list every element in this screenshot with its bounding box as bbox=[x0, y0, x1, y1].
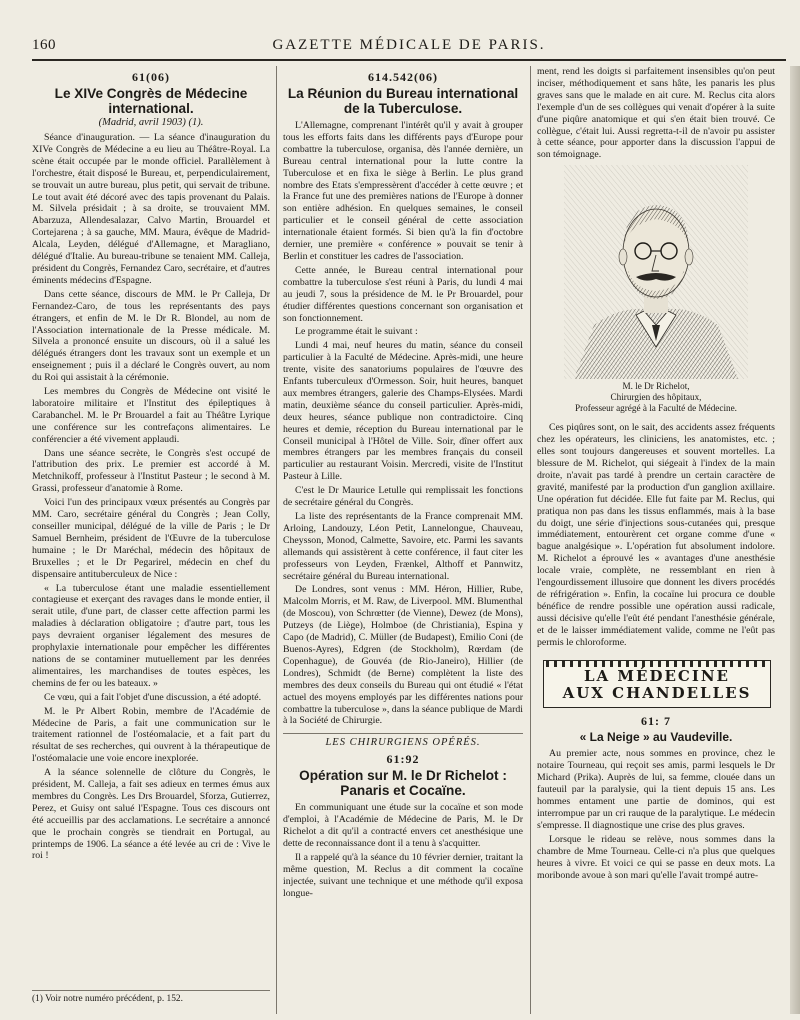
paragraph: Lundi 4 mai, neuf heures du matin, séance du conseil particulier à la Faculté de Médecine. Après-midi, une heure trente, visite des sanatoriums populaires de l'œuvre des Enfants tuberculeux d'Ormesson. Soir, huit heures, banquet aux membres étrangers, galerie des Champs-Elysées. Mardi matin, deuxième séance du conseil particulier. Après-midi, deux heures, séance publique non contradictoire. Cinq heures et demie, réception du Bureau international par le Conseil municipal à l'Hôtel de Ville. Soir, dîner offert aux membres étrangers par les membres français du conseil particulier au restaurant Voisin. Mercredi, visite de l'Institut Pasteur à Lille. bbox=[283, 340, 523, 483]
article-classification: 61: 7 bbox=[641, 714, 671, 729]
page-header bbox=[32, 33, 786, 61]
article-title: La Réunion du Bureau international de la Tuberculose. bbox=[287, 86, 519, 116]
paragraph: Ce vœu, qui a fait l'objet d'une discussion, a été adopté. bbox=[44, 691, 262, 703]
portrait-engraving bbox=[564, 165, 748, 379]
column-rule bbox=[530, 66, 531, 1014]
paragraph: Au premier acte, nous sommes en province, chez le notaire Tourneau, qui reçoit ses amis, parmi lesquels le Dr Michard (Prika). Auprès de lui, sa femme, clouée dans un fauteuil par la paralysie, qui la tient depuis 15 ans. Les hommes entament une partie de dominos, qui est interrompue par un cri rauque de la paralytique. Le médecin s'empresse. Il diagnostique une crise des plus graves. bbox=[537, 748, 775, 831]
page-number: 160 bbox=[32, 37, 56, 53]
article-classification: 61:92 bbox=[386, 752, 420, 767]
article-subtitle: (Madrid, avril 1903) (1). bbox=[98, 117, 204, 128]
paragraph: L'Allemagne, comprenant l'intérêt qu'il y avait à grouper tous les efforts faits dans les différents pays d'Europe pour combattre la tuberculose, organisa, dès l'année dernière, un Bureau central international pour la lutte contre la Tuberculose et en fixa le siège à Berlin. Le plus grand nombre des Etats s'empressèrent d'accéder à cette œuvre ; et la France fut une des premières nations de l'Europe à donner son entière adhésion. En quelques semaines, le conseil particulier et le conseil général de cette association internationale étaient formés. Si bien qu'à la fin d'octobre dernier, une première « conférence » pouvait se tenir à Berlin et constituer les cadres de l'association. bbox=[283, 120, 523, 262]
section-heading: LES CHIRURGIENS OPÉRÉS. bbox=[283, 733, 523, 748]
article-title: Le XIVe Congrès de Médecine international. bbox=[54, 86, 248, 116]
paragraph: Cette année, le Bureau central international pour combattre la tuberculose s'est réuni à Paris, du lundi 4 mai au jeudi 7, sous la présidence de M. le Pr Brouardel, pour étudier différentes questions concernant son organisation et son fonctionnement. bbox=[283, 264, 523, 324]
article-title: « La Neige » au Vaudeville. bbox=[579, 730, 733, 745]
paragraph: Séance d'inauguration. — La séance d'inauguration du XIVe Congrès de Médecine a eu lieu au Théâtre-Royal. La scène était occupée par le monde officiel. Parallèlement à l'orchestre, était disposé le Bureau, et, perpendiculairement, se trouvait un autre bureau, plus petit, qui servait de tribune. Le tout avait été décoré avec des tapis provenant du Palais. M. Silvela présidait ; à sa droite, se trouvaient MM. Abarzuza, Allendesalazar, Calvo Martin, Brouardel et Cortejarena ; à sa gauche, MM. Maura, évêque de Madrid-Alcala, Leyden, délégué d'Allemagne, et Maragliano, délégué d'Italie. Au bureau-tribune se tenaient MM. Calleja, président du Congrès, Fernandez Caro, secrétaire, et d'autres éminents médecins d'Espagne. bbox=[32, 132, 270, 286]
article-classification: 61(06) bbox=[132, 70, 170, 84]
paragraph: Le programme était le suivant : bbox=[295, 326, 418, 338]
paragraph: ment, rend les doigts si parfaitement insensibles qu'on peut inciser, méthodiquement et sans hâte, les panaris les plus graves sans que le malade en ait cure. M. Reclus cita alors l'exemple d'un de ses collègues qui venait d'opérer à la suite d'une piqûre anatomique et qui s'en était bien trouvé. Ce collègue, c'était lui. Aussi regretta-t-il de n'avoir pu assister à cette séance, pour apporter dans la discussion l'appui de son témoignage. bbox=[537, 66, 775, 161]
paragraph: C'est le Dr Maurice Letulle qui remplissait les fonctions de secrétaire général du Congrès. bbox=[283, 485, 523, 509]
portrait-caption: M. le Dr Richelot, Chirurgien des hôpitaux, Professeur agrégé à la Faculté de Médecine. bbox=[575, 381, 737, 414]
section-banner bbox=[543, 660, 771, 708]
paragraph: A la séance solennelle de clôture du Congrès, le président, M. Calleja, a fait ses adieux en termes émus aux membres du Congrès. Les Drs Brouardel, Sforza, Gutierrez, Perez, et Guisy ont salué l'Espagne. Tous ces discours ont été accueillis par des acclamations. Le secrétaire a annoncé que le prochain congrès se tiendrait en Portugal, au printemps de 1906. La séance a été levée au cri de : Vive le roi ! bbox=[32, 767, 270, 862]
article-title: Opération sur M. le Dr Richelot : Panaris et Cocaïne. bbox=[299, 768, 507, 799]
paragraph: Les membres du Congrès de Médecine ont visité le laboratoire militaire et l'Institut des épileptiques à Carabanchel. M. le Pr Brouardel a fait au Théâtre Lyrique une conférence sur les contrefaçons alimentaires. Le conférencier a été vivement applaudi. bbox=[32, 386, 270, 445]
column-rule bbox=[276, 66, 277, 1014]
paragraph: Ces piqûres sont, on le sait, des accidents assez fréquents chez les opérateurs, les cliniciens, les anatomistes, etc. ; elles sont toujours dangereuses et souvent mortelles. La blessure de M. Richelot, qui siégeait à l'index de la main droite, n'avait pas tardé à prendre un certain caractère de gravité, manifesté par la production d'un ganglion axillaire. Une opération fut décidée. Elle fut faite par M. Reclus, qui pratiqua non pas dans les tissus enflammés, mais à la base du doigt, une série d'injections sous-cutanées qui, presque immédiatement, entourèrent cet organe comme d'une « bague analgésique ». L'opération fut absolument indolore. M. Richelot a éprouvé les « avantages d'une anesthésie locale vraie, complète, ne ressemblant en rien à l'engourdissement illusoire que donnent les divers procédés de réfrigération ». Enfin, la cocaïne lui procura ce double bénéfice de rendre possible une opération aussi radicale, aussi décisive qu'elle l'eût été pendant l'anesthésie générale, et de le laisser immédiatement valide, comme ne l'eût pas permis le chloroforme. bbox=[537, 422, 775, 648]
paragraph: De Londres, sont venus : MM. Héron, Hillier, Rube, Malcolm Morris, et M. Raw, de Liverpool. MM. Blumenthal (de Moscou), von Schrœtter (de Vienne), Dewez (de Mons), Putzeys (de Liège), Holmboe (de Christiania), Espina y Capo (de Madrid), C. Müller (de Budapest), Emilio Coni (de Buenos-Ayres), Edgren (de Stockholm), Rœrdam (de Copenhague), de Gouvéa (de Rio-Janeiro), Hillier (de Londres), Schmidt (de Berne) complètent la liste des membres des deux conseils du Bureau qui ont étudié « l'état actuel des moyens employés par les différentes nations pour combattre la tuberculose », dans la séance publique de Mardi à la Société de Chirurgie. bbox=[283, 584, 523, 727]
page-edge bbox=[790, 66, 800, 1014]
column-3 bbox=[537, 66, 775, 1014]
paragraph: Il a rappelé qu'à la séance du 10 février dernier, traitant la même question, M. Reclus a dit comment la cocaïne injectée, suivant une technique et une méthode qu'il exposa longue- bbox=[283, 851, 523, 899]
paragraph: Dans cette séance, discours de MM. le Pr Calleja, Dr Fernandez-Caro, de tous les représentants des pays étrangers, et enfin de M. le Dr R. Blondel, au nom de l'Association internationale de la Presse médicale. M. Silvela a prononcé ensuite un discours, où il a salué les délégués étrangers dont les travaux sont un exemple et un enseignement ; puis il a déclaré le Congrès ouvert, au nom du Roi qui assistait à la cérémonie. bbox=[32, 288, 270, 384]
paragraph: La liste des représentants de la France comprenait MM. Arloing, Landouzy, Léon Petit, Lannelongue, Chauveau, Cheysson, Monod, Calmette, Savoire, etc. Parmi les savants allemands qui assistèrent à cette conférence, il faut citer les professeurs von Leyden, Frænkel, Althoff et Pannwitz, secrétaire général du Bureau international. bbox=[283, 511, 523, 582]
paragraph: Dans une séance secrète, le Congrès s'est occupé de l'attribution des prix. Le premier est accordé à M. Metchnikoff, professeur à l'Institut Pasteur ; le second à M. Grassi, professeur d'anatomie à Rome. bbox=[32, 447, 270, 495]
article-classification: 614.542(06) bbox=[368, 70, 438, 84]
column-1 bbox=[32, 66, 270, 1014]
banner-title: LA MÉDECINE AUX CHANDELLES bbox=[562, 667, 752, 703]
paragraph: En communiquant une étude sur la cocaïne et son mode d'emploi, à l'Académie de Médecine de Paris, M. le Dr Richelot a dit qu'il a contracté envers cet anesthésique une dette de reconnaissance dont il a tenu à s'acquitter. bbox=[283, 802, 523, 850]
column-2 bbox=[283, 66, 523, 1014]
paragraph: Voici l'un des principaux vœux présentés au Congrès par MM. Caro, secrétaire général du Congrès ; Jean Colly, conseiller municipal, délégué de la ville de Paris ; le Dr Samuel Bernheim, président de l'Œuvre de la tuberculose humaine ; le Dr Maréchal, médecin des hôpitaux de Bruxelles ; et le Dr Pegarirel, médecin en chef du dispensaire antituberculeux de Nice : bbox=[32, 497, 270, 580]
journal-title: GAZETTE MÉDICALE DE PARIS. bbox=[272, 37, 546, 53]
footnote: (1) Voir notre numéro précédent, p. 152. bbox=[32, 990, 270, 1004]
paragraph: Lorsque le rideau se relève, nous sommes dans la chambre de Mme Tourneau. Celle-ci n'a plus que quelques heures à vivre. Et voici ce qui se passe en deux mots. La moribonde avoue à son mari qu'elle l'avait trompé autre- bbox=[537, 833, 775, 881]
quoted-resolution: « La tuberculose étant une maladie essentiellement contagieuse et exerçant des ravages dans le monde entier, il serait utile, d'une part, de classer cette affection parmi les maladies à déclaration obligatoire ; d'autre part, tous les pays devraient organiser légalement des mesures de prophylaxie internationale pour empêcher les différentes nations de se contaminer mutuellement par les denrées alimentaires, les marchandises de toutes espèces, les chemins de fer ou les bateaux. » bbox=[32, 582, 270, 689]
paragraph: M. le Pr Albert Robin, membre de l'Académie de Médecine de Paris, a fait une communication sur le traitement rationnel de l'ostéomalacie, et a fait part du résultat de ses recherches, qui ouvrent à la thérapeutique de l'ostéomalacie une voie encore inexplorée. bbox=[32, 705, 270, 765]
